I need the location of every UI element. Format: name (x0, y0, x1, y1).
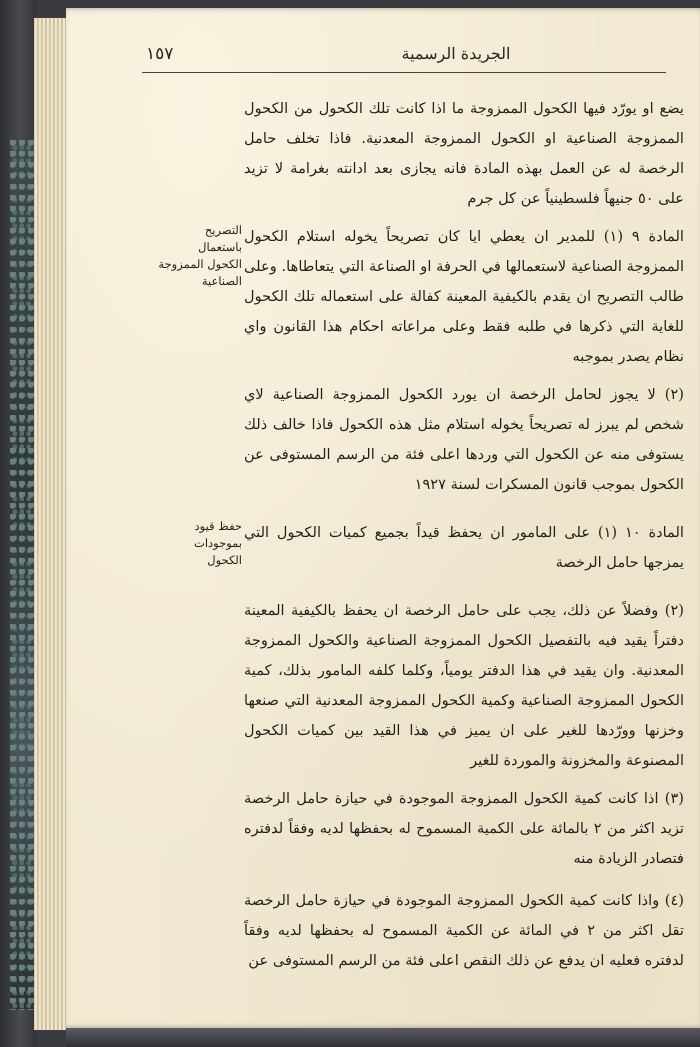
margin-note (158, 518, 242, 569)
page-number: ١٥٧ (146, 44, 174, 64)
margin-note-line: الكحول الممزوجة (158, 257, 242, 271)
paragraph: (٣) اذا كانت كمية الكحول الممزوجة الموجودة في حيازة حامل الرخصة تزيد اكثر من ٢ بالمائة على الكمية المسموح له بحفظها لديه وفقاً لدفتره فتصادر الزيادة منه (244, 790, 684, 867)
page-bottom-shadow (66, 1028, 700, 1047)
margin-note-line: بموجودات الكحول (194, 536, 242, 567)
paragraph: (٢) لا يجوز لحامل الرخصة ان يورد الكحول الممزوجة الصناعية لاي شخص لم يبرز له تصريحاً يخوله استلام مثل هذه الكحول فاذا خالف ذلك يستوفى منه عن الكحول التي وردها اعلى فئة من الرسم المستوفى عن الكحول بموجب قانون المسكرات لسنة ١٩٢٧ (244, 386, 684, 493)
paragraph: المادة ٩ (١) للمدير ان يعطي ايا كان تصريحاً يخوله استلام الكحول الممزوجة الصناعية لاستعمالها في الحرفة او الصناعة التي يتعاطاها. وعلى طالب التصريح ان يقدم بالكيفية المعينة كفالة على استعماله تلك الكحول للغاية التي ذكرها في طلبه فقط وعلى مراعاته احكام هذا القانون واي نظام يصدر بموجبه (244, 228, 684, 365)
margin-note-line: حفظ قيود (194, 519, 242, 533)
margin-note-line: الصناعية (201, 274, 242, 288)
page-stack-edge (34, 18, 69, 1030)
paragraph: المادة ١٠ (١) على المامور ان يحفظ قيداً بجميع كميات الكحول التي يمزجها حامل الرخصة (244, 524, 684, 571)
margin-note-line: التصريح باستعمال (198, 223, 242, 254)
paragraph: يضع او يورّد فيها الكحول الممزوجة ما اذا كانت تلك الكحول من الكحول الممزوجة الصناعية او الكحول الممزوجة المعدنية. فاذا تخلف حامل الرخصة له عن العمل بهذه المادة فانه يجازى بعد ادانته بغرامة لا تزيد على ٥٠ جنيهاً فلسطينياً عن كل جرم (244, 100, 684, 207)
running-title: الجريدة الرسمية (401, 44, 511, 63)
marbled-cover-edge (10, 140, 36, 1010)
paragraph: (٢) وفضلاً عن ذلك، يجب على حامل الرخصة ان يحفظ بالكيفية المعينة دفتراً يقيد فيه بالتفصيل الكحول الممزوجة الصناعية والكحول الممزوجة المعدنية. وان يقيد في هذا الدفتر يومياً، وكلما كلفه المامور بذلك، كمية الكحول الممزوجة الصناعية وكمية الكحول الممزوجة المعدنية التي صنعها وخزنها وورّدها للغير على ان يميز في هذا القيد بين كميات الكحول المصنوعة والمخزونة والموردة للغير (244, 602, 684, 769)
header-rule (142, 72, 666, 73)
margin-note (158, 222, 242, 290)
paragraph: (٤) واذا كانت كمية الكحول الممزوجة الموجودة في حيازة حامل الرخصة تقل اكثر من ٢ في المائة عن الكمية المسموح له بحفظها لديه وفقاً لدفتره فعليه ان يدفع عن ذلك النقص اعلى فئة من الرسم المستوفى عن (244, 892, 684, 969)
document-page (66, 8, 700, 1028)
page-header (146, 44, 686, 74)
